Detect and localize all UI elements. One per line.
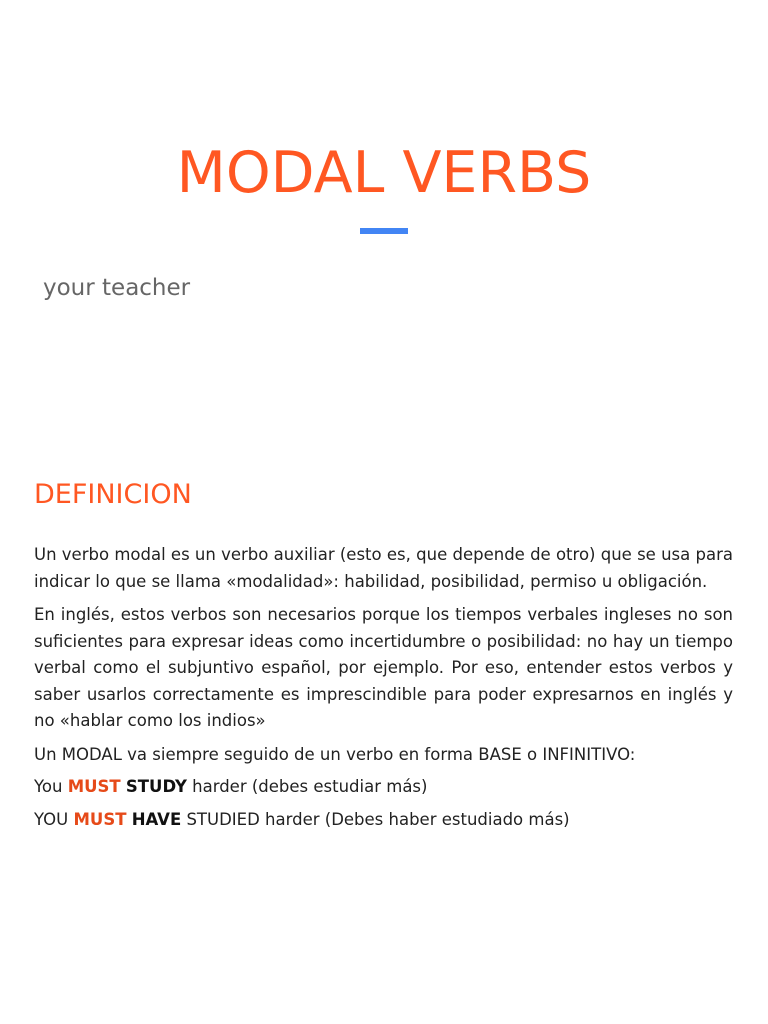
example-2-post: STUDIED harder (Debes haber estudiado más) bbox=[181, 809, 570, 829]
example-2-pre: YOU bbox=[34, 809, 74, 829]
example-2-modal: MUST bbox=[73, 809, 127, 829]
example-line-2 bbox=[34, 807, 733, 834]
example-1-pre: You bbox=[34, 777, 68, 796]
definition-paragraph-1: Un verbo modal es un verbo auxiliar (esto es, que depende de otro) que se usa para indicar lo que se llama «modalidad»: habilidad, posibilidad, permiso u obligación. bbox=[34, 545, 733, 591]
slide-title: MODAL VERBS bbox=[176, 140, 592, 206]
example-2-verb: HAVE bbox=[131, 809, 182, 829]
section-heading-definicion: DEFINICION bbox=[34, 479, 192, 510]
definition-paragraph-2: En inglés, estos verbos son necesarios porque los tiempos verbales ingleses no son suficientes para expresar ideas como incertidumbre o posibilidad: no hay un tiempo verbal como el subjuntivo español, por ejemplo. Por eso, entender estos verbos y saber usarlos correctamente es imprescindible para poder expresarnos en inglés y no «hablar como los indios» bbox=[34, 605, 733, 730]
example-1-verb: STUDY bbox=[125, 777, 187, 796]
definition-body bbox=[34, 542, 733, 839]
definition-paragraph-3: Un MODAL va siempre seguido de un verbo en forma BASE o INFINITIVO: bbox=[34, 744, 636, 764]
example-line-1 bbox=[34, 774, 733, 801]
example-1-post: harder (debes estudiar más) bbox=[186, 777, 428, 796]
example-1-modal: MUST bbox=[67, 777, 121, 796]
title-underline-rule bbox=[360, 228, 408, 234]
slide-subtitle: your teacher bbox=[43, 275, 191, 301]
